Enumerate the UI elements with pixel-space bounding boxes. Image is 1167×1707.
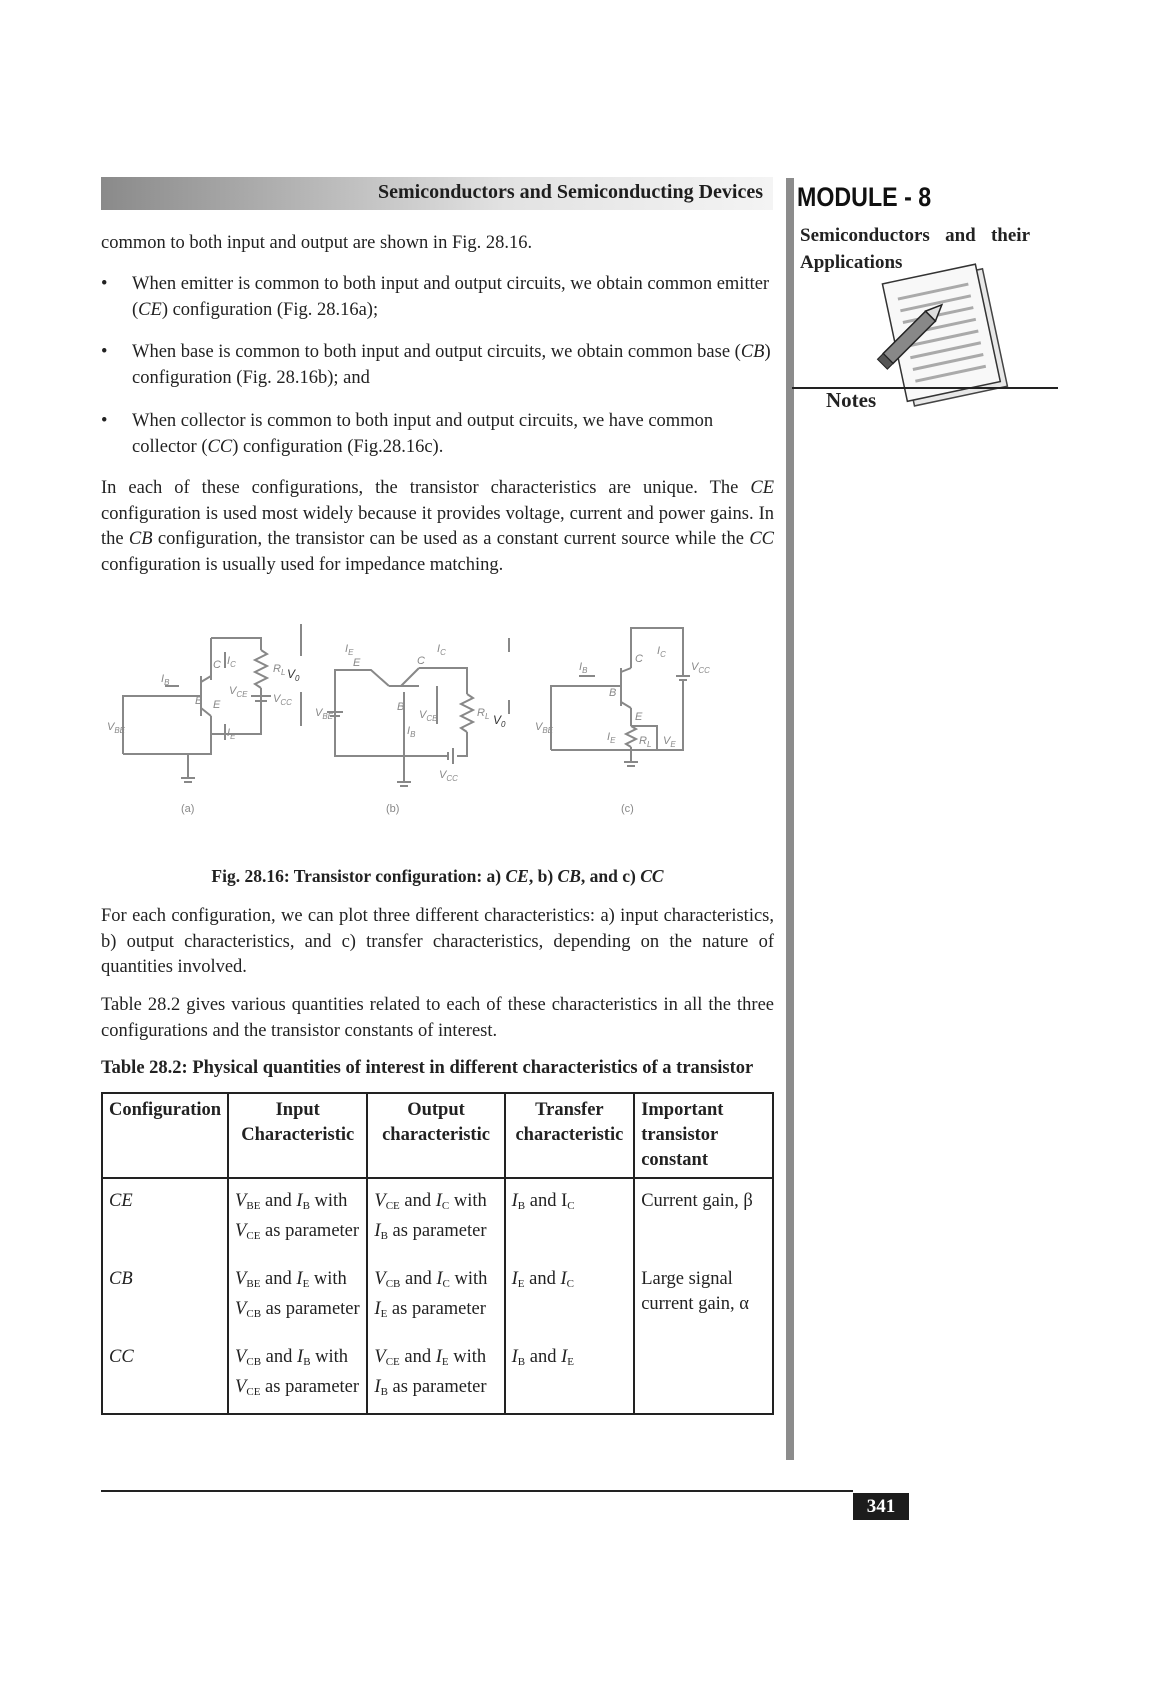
svg-text:B: B: [397, 701, 405, 713]
characteristics-paragraph: For each configuration, we can plot three different characteristics: a) input characteristics, b) output characteristics, and c) transfer characteristics, depending on the nature of quantities involved.: [101, 906, 774, 977]
constant-cell: [634, 1335, 773, 1414]
svg-text:B: B: [195, 695, 203, 707]
bullet-dot: •: [101, 411, 108, 431]
header-configuration: Configuration: [102, 1093, 228, 1178]
svg-text:VCC: $V_{CC}$: [273, 693, 292, 707]
config-cell: CC: [102, 1335, 228, 1414]
svg-text:E: E: [635, 711, 643, 723]
input-cell: $V_{BE}$ and $I_B$ with $V_{CE}$ as parameter: [228, 1178, 367, 1257]
svg-text:C: C: [417, 655, 425, 667]
output-cell: $V_{CE}$ and $I_C$ with $I_B$ as parameter: [367, 1178, 504, 1257]
constant-cell: Current gain, β: [634, 1178, 773, 1257]
svg-text:VBE: $V_{BE}$: [315, 707, 334, 721]
svg-text:E: E: [213, 699, 221, 711]
header-transfer: Transfer characteristic: [505, 1093, 635, 1178]
table-caption: Table 28.2: Physical quantities of interest in different characteristics of a transistor: [101, 1058, 754, 1078]
svg-text:VCC: $V_{CC}$: [439, 769, 458, 783]
svg-text:C: C: [213, 659, 221, 671]
svg-text:VBE: $V_{BE}$: [107, 721, 126, 735]
svg-text:IC: $I_C$: [437, 643, 446, 657]
svg-text:(c): (c): [621, 803, 634, 815]
config-cell: CB: [102, 1257, 228, 1335]
svg-text:(a): (a): [181, 803, 195, 815]
header-constant: Important transistor constant: [634, 1093, 773, 1178]
page-number: 341: [853, 1493, 909, 1520]
bullet-ce: • When emitter is common to both input and output circuits, we obtain common emitter (CE) configuration (Fig. 28.16a);: [101, 271, 774, 323]
output-cell: $V_{CE}$ and $I_E$ with $I_B$ as parameter: [367, 1335, 504, 1414]
svg-text:VCC: $V_{CC}$: [691, 661, 710, 675]
table-header-row: [102, 1093, 773, 1178]
transfer-cell: $I_B$ and $I_E$: [505, 1335, 635, 1414]
svg-text:C: C: [635, 653, 643, 665]
header-input: Input Characteristic: [228, 1093, 367, 1178]
svg-text:V0: $V_0$: [493, 713, 506, 729]
bullet-dot: •: [101, 342, 108, 362]
svg-text:VE: $V_E$: [663, 735, 676, 749]
input-cell: $V_{CB}$ and $I_B$ with $V_{CE}$ as parameter: [228, 1335, 367, 1414]
footer-rule: [101, 1490, 853, 1492]
svg-text:IE: $I_E$: [227, 727, 236, 741]
svg-text:IE: $I_E$: [607, 731, 616, 745]
svg-text:E: E: [353, 657, 361, 669]
svg-text:RL: $R_L$: [477, 707, 490, 721]
svg-text:B: B: [609, 687, 617, 699]
svg-text:VCB: $V_{CB}$: [419, 709, 438, 723]
bullet-dot: •: [101, 274, 108, 294]
module-label: MODULE - 8: [797, 182, 932, 212]
header-bar: [101, 177, 773, 210]
svg-text:VCE: $V_{CE}$: [229, 685, 248, 699]
bullet-cb: • When base is common to both input and output circuits, we obtain common base (CB) configuration (Fig. 28.16b); and: [101, 339, 774, 391]
svg-text:RL: $R_L$: [273, 663, 286, 677]
running-header: Semiconductors and Semiconducting Devices: [378, 181, 763, 203]
margin-divider: [786, 178, 794, 1460]
table-row: [102, 1178, 773, 1257]
config-cell: CE: [102, 1178, 228, 1257]
transistor-configuration-figure: [101, 612, 774, 837]
svg-text:IC: $I_C$: [657, 645, 666, 659]
transfer-cell: $I_B$ and $I_C$: [505, 1178, 635, 1257]
svg-text:V0: $V_0$: [287, 667, 300, 683]
input-cell: $V_{BE}$ and $I_E$ with $V_{CB}$ as parameter: [228, 1257, 367, 1335]
constant-cell: Large signal current gain, α: [634, 1257, 773, 1335]
table-row: [102, 1335, 773, 1414]
notepad-pencil-icon: [870, 258, 1020, 408]
transfer-cell: $I_E$ and $I_C$: [505, 1257, 635, 1335]
intro-text: common to both input and output are shown in Fig. 28.16.: [101, 233, 533, 253]
svg-text:IB: $I_B$: [161, 673, 170, 687]
table-intro-paragraph: Table 28.2 gives various quantities related to each of these characteristics in all the three configurations and the transistor constants of interest.: [101, 995, 774, 1041]
output-cell: $V_{CB}$ and $I_C$ with $I_E$ as parameter: [367, 1257, 504, 1335]
bullet-cc: • When collector is common to both input and output circuits, we have common collector (CC) configuration (Fig.28.16c).: [101, 408, 774, 460]
table-row: [102, 1257, 773, 1335]
svg-text:RL: $R_L$: [639, 735, 652, 749]
module-subtitle: Semiconductors and their Applications: [800, 225, 1030, 273]
header-output: Output characteristic: [367, 1093, 504, 1178]
configurations-paragraph: In each of these configurations, the transistor characteristics are unique. The CE configuration is used most widely because it provides voltage, current and power gains. In the CB configuration, the transistor can be used as a constant current source while the CC configuration is usually used for impedance matching.: [101, 478, 774, 575]
notes-label: Notes: [826, 388, 877, 412]
quantities-table: [101, 1092, 774, 1415]
svg-text:VBE: $V_{BE}$: [535, 721, 554, 735]
svg-text:(b): (b): [386, 803, 400, 815]
figure-caption: Fig. 28.16: Transistor configuration: a) CE, b) CB, and c) CC: [211, 866, 664, 886]
svg-text:IC: $I_C$: [227, 655, 236, 669]
svg-text:IE: $I_E$: [345, 643, 354, 657]
svg-text:IB: $I_B$: [579, 661, 588, 675]
svg-text:IB: $I_B$: [407, 725, 416, 739]
